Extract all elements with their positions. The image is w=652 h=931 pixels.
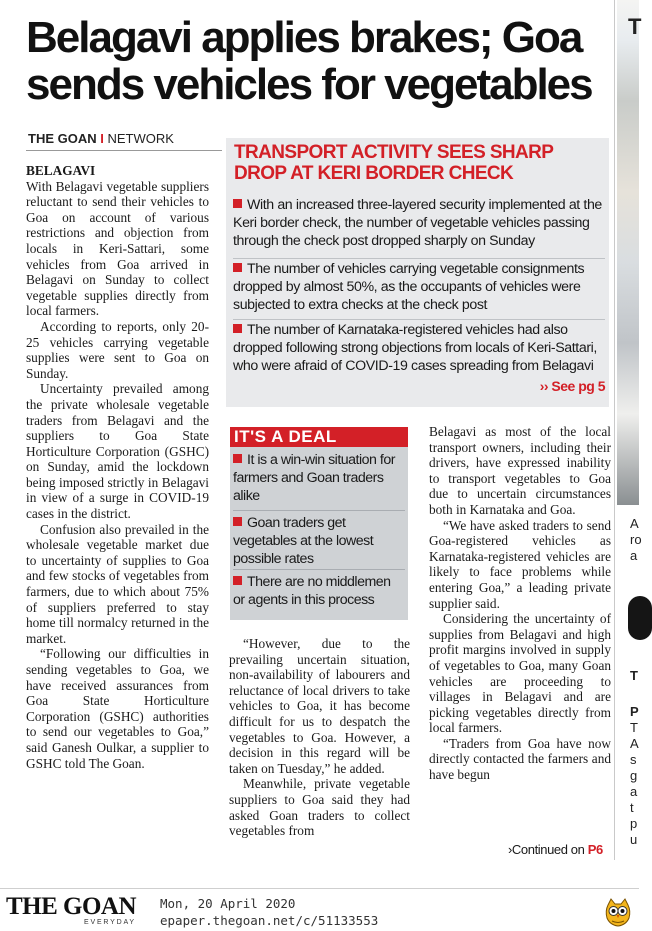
adjacent-text-fragment: P [630, 704, 639, 719]
paragraph: “We have asked traders to send Goa-registered vehicles as Karnataka-registered vehicles are likely to face problems while entering Goa,” a leading private supplier said. [429, 517, 611, 611]
article-column-1 [26, 163, 209, 771]
red-square-bullet-icon [233, 324, 242, 333]
column-rule [614, 0, 615, 860]
adjacent-text-fragment: t [630, 800, 634, 815]
paragraph: “Following our difficulties in sending vegetables to Goa, we have received assurances from Goa State Horticulture Corporation (GSHC) authorities to send our vegetables to Goa,” said Ganesh Oulkar, a supplier to GSHC told The Goan. [26, 646, 209, 771]
deal-item [233, 451, 405, 505]
deal-divider [233, 510, 405, 511]
byline-rule [26, 150, 222, 151]
byline-separator: I [100, 131, 104, 146]
dateline: BELAGAVI [26, 163, 96, 178]
paragraph: Belagavi as most of the local transport owners, including their drivers, have expressed inability to transport vegetables to Goa due to uncertain circumstances both in Karnataka and Goa. [429, 424, 611, 517]
adjacent-text-fragment: u [630, 832, 638, 847]
paragraph: According to reports, only 20-25 vehicles carrying vegetable supplies were sent to Goa on Sunday. [26, 318, 209, 381]
paragraph: Uncertainty prevailed among the private wholesale vegetable traders from Belagavi and the suppliers to Goa State Horticulture Corporation (GSHC) on Sunday, amid the lockdown being imposed strictly in Belagavi in view of a surge in COVID-19 cases in the district. [26, 381, 209, 522]
deal-item-text: There are no middlemen or agents in this process [233, 574, 391, 608]
paragraph: Meanwhile, private vegetable suppliers to Goa said they had asked Goan traders to collect vegetables from [229, 776, 410, 839]
adjacent-text-fragment: T [630, 668, 638, 683]
the-goan-logo: THE GOAN [6, 893, 137, 920]
article-column-3 [429, 424, 611, 783]
byline [28, 131, 174, 146]
sidebar-title: TRANSPORT ACTIVITY SEES SHARP DROP AT KERI BORDER CHECK [234, 142, 554, 184]
article-column-2 [229, 636, 410, 839]
headline: Belagavi applies brakes; Goa sends vehicles for vegetables [26, 13, 592, 109]
red-square-bullet-icon [233, 517, 242, 526]
transport-sidebar [226, 138, 609, 407]
byline-brand: THE GOAN [28, 131, 97, 146]
deal-item-text: It is a win-win situation for farmers and Goan traders alike [233, 452, 395, 504]
paragraph: Confusion also prevailed in the wholesale vegetable market due to uncertainty of supplies to Goa and few stocks of vegetables from farmers, due to which about 75% of suppliers preferred to stay home till normalcy returned in the market. [26, 521, 209, 646]
paragraph: “Traders from Goa have now directly contacted the farmers and have begun [429, 735, 611, 783]
red-square-bullet-icon [233, 576, 242, 585]
sidebar-item-text: The number of Karnataka-registered vehicles had also dropped following strong objections from locals of Keri-Sattari, who were afraid of COVID-19 cases spreading from Belagavi [233, 322, 597, 374]
paragraph: Considering the uncertainty of supplies from Belagavi and high profit margins involved in supply of vegetables to Goa, many Goan vehicles are proceeding to villages in Belagavi and are picking vegetables directly from local farmers. [429, 611, 611, 736]
sidebar-item [233, 260, 605, 314]
footer-divider [0, 888, 639, 889]
adjacent-text-fragment: A [630, 736, 639, 751]
red-square-bullet-icon [233, 199, 242, 208]
continued-label: ›Continued on [508, 842, 585, 857]
sidebar-item-text: The number of vehicles carrying vegetable consignments dropped by almost 50%, as the occupants of vehicles were subjected to extra checks at the check post [233, 261, 585, 313]
edition-url[interactable]: epaper.thegoan.net/c/51133553 [160, 913, 379, 928]
deal-item-text: Goan traders get vegetables at the lowest possible rates [233, 515, 374, 567]
paragraph: “However, due to the prevailing uncertain situation, non-availability of labourers and reluctance of local drivers to take vehicles to Goa, it has become difficult for us to despatch the vegetables to Goa. However, a decision in this regard will be taken on Tuesday,” he added. [229, 636, 410, 776]
adjacent-text-fragment: a [630, 784, 638, 799]
sidebar-item [233, 196, 605, 250]
adjacent-text-fragment: g [630, 768, 638, 783]
logo-tagline: EVERYDAY [84, 919, 136, 926]
sidebar-item-text: With an increased three-layered security implemented at the Keri border check, the number of vegetable vehicles passing through the check post dropped sharply on Sunday [233, 197, 602, 249]
continued-page: P6 [587, 842, 603, 857]
adjacent-text-fragment: T [630, 720, 638, 735]
deal-divider [233, 569, 405, 570]
edition-date: Mon, 20 April 2020 [160, 896, 296, 911]
continued-on-link[interactable] [508, 842, 603, 857]
see-page-link[interactable]: ›› See pg 5 [539, 378, 605, 394]
byline-desk: NETWORK [107, 131, 174, 146]
adjacent-headline-fragment: T [628, 14, 642, 39]
adjacent-caption-fragment: ro [630, 532, 642, 547]
adjacent-caption-fragment: A [630, 516, 639, 531]
deal-box [230, 427, 408, 620]
adjacent-caption-fragment: a [630, 548, 638, 563]
adjacent-graphic [628, 596, 652, 640]
deal-title: IT'S A DEAL [230, 427, 408, 447]
owl-icon [604, 897, 632, 927]
sidebar-divider [233, 258, 605, 259]
sidebar-divider [233, 319, 605, 320]
red-square-bullet-icon [233, 263, 242, 272]
deal-item [233, 514, 405, 568]
edition-meta [160, 895, 378, 929]
adjacent-text-fragment: s [630, 752, 637, 767]
deal-item [233, 573, 405, 609]
paragraph: With Belagavi vegetable suppliers reluctant to send their vehicles to Goa on account of various restrictions and objection from locals in Keri-Sattari, some vehicles from Goa arrived in Belagavi on Sunday to collect vegetable supplies directly from local farmers. [26, 178, 209, 319]
red-square-bullet-icon [233, 454, 242, 463]
adjacent-text-fragment: p [630, 816, 638, 831]
sidebar-item [233, 321, 605, 375]
adjacent-story-photo [617, 0, 642, 505]
